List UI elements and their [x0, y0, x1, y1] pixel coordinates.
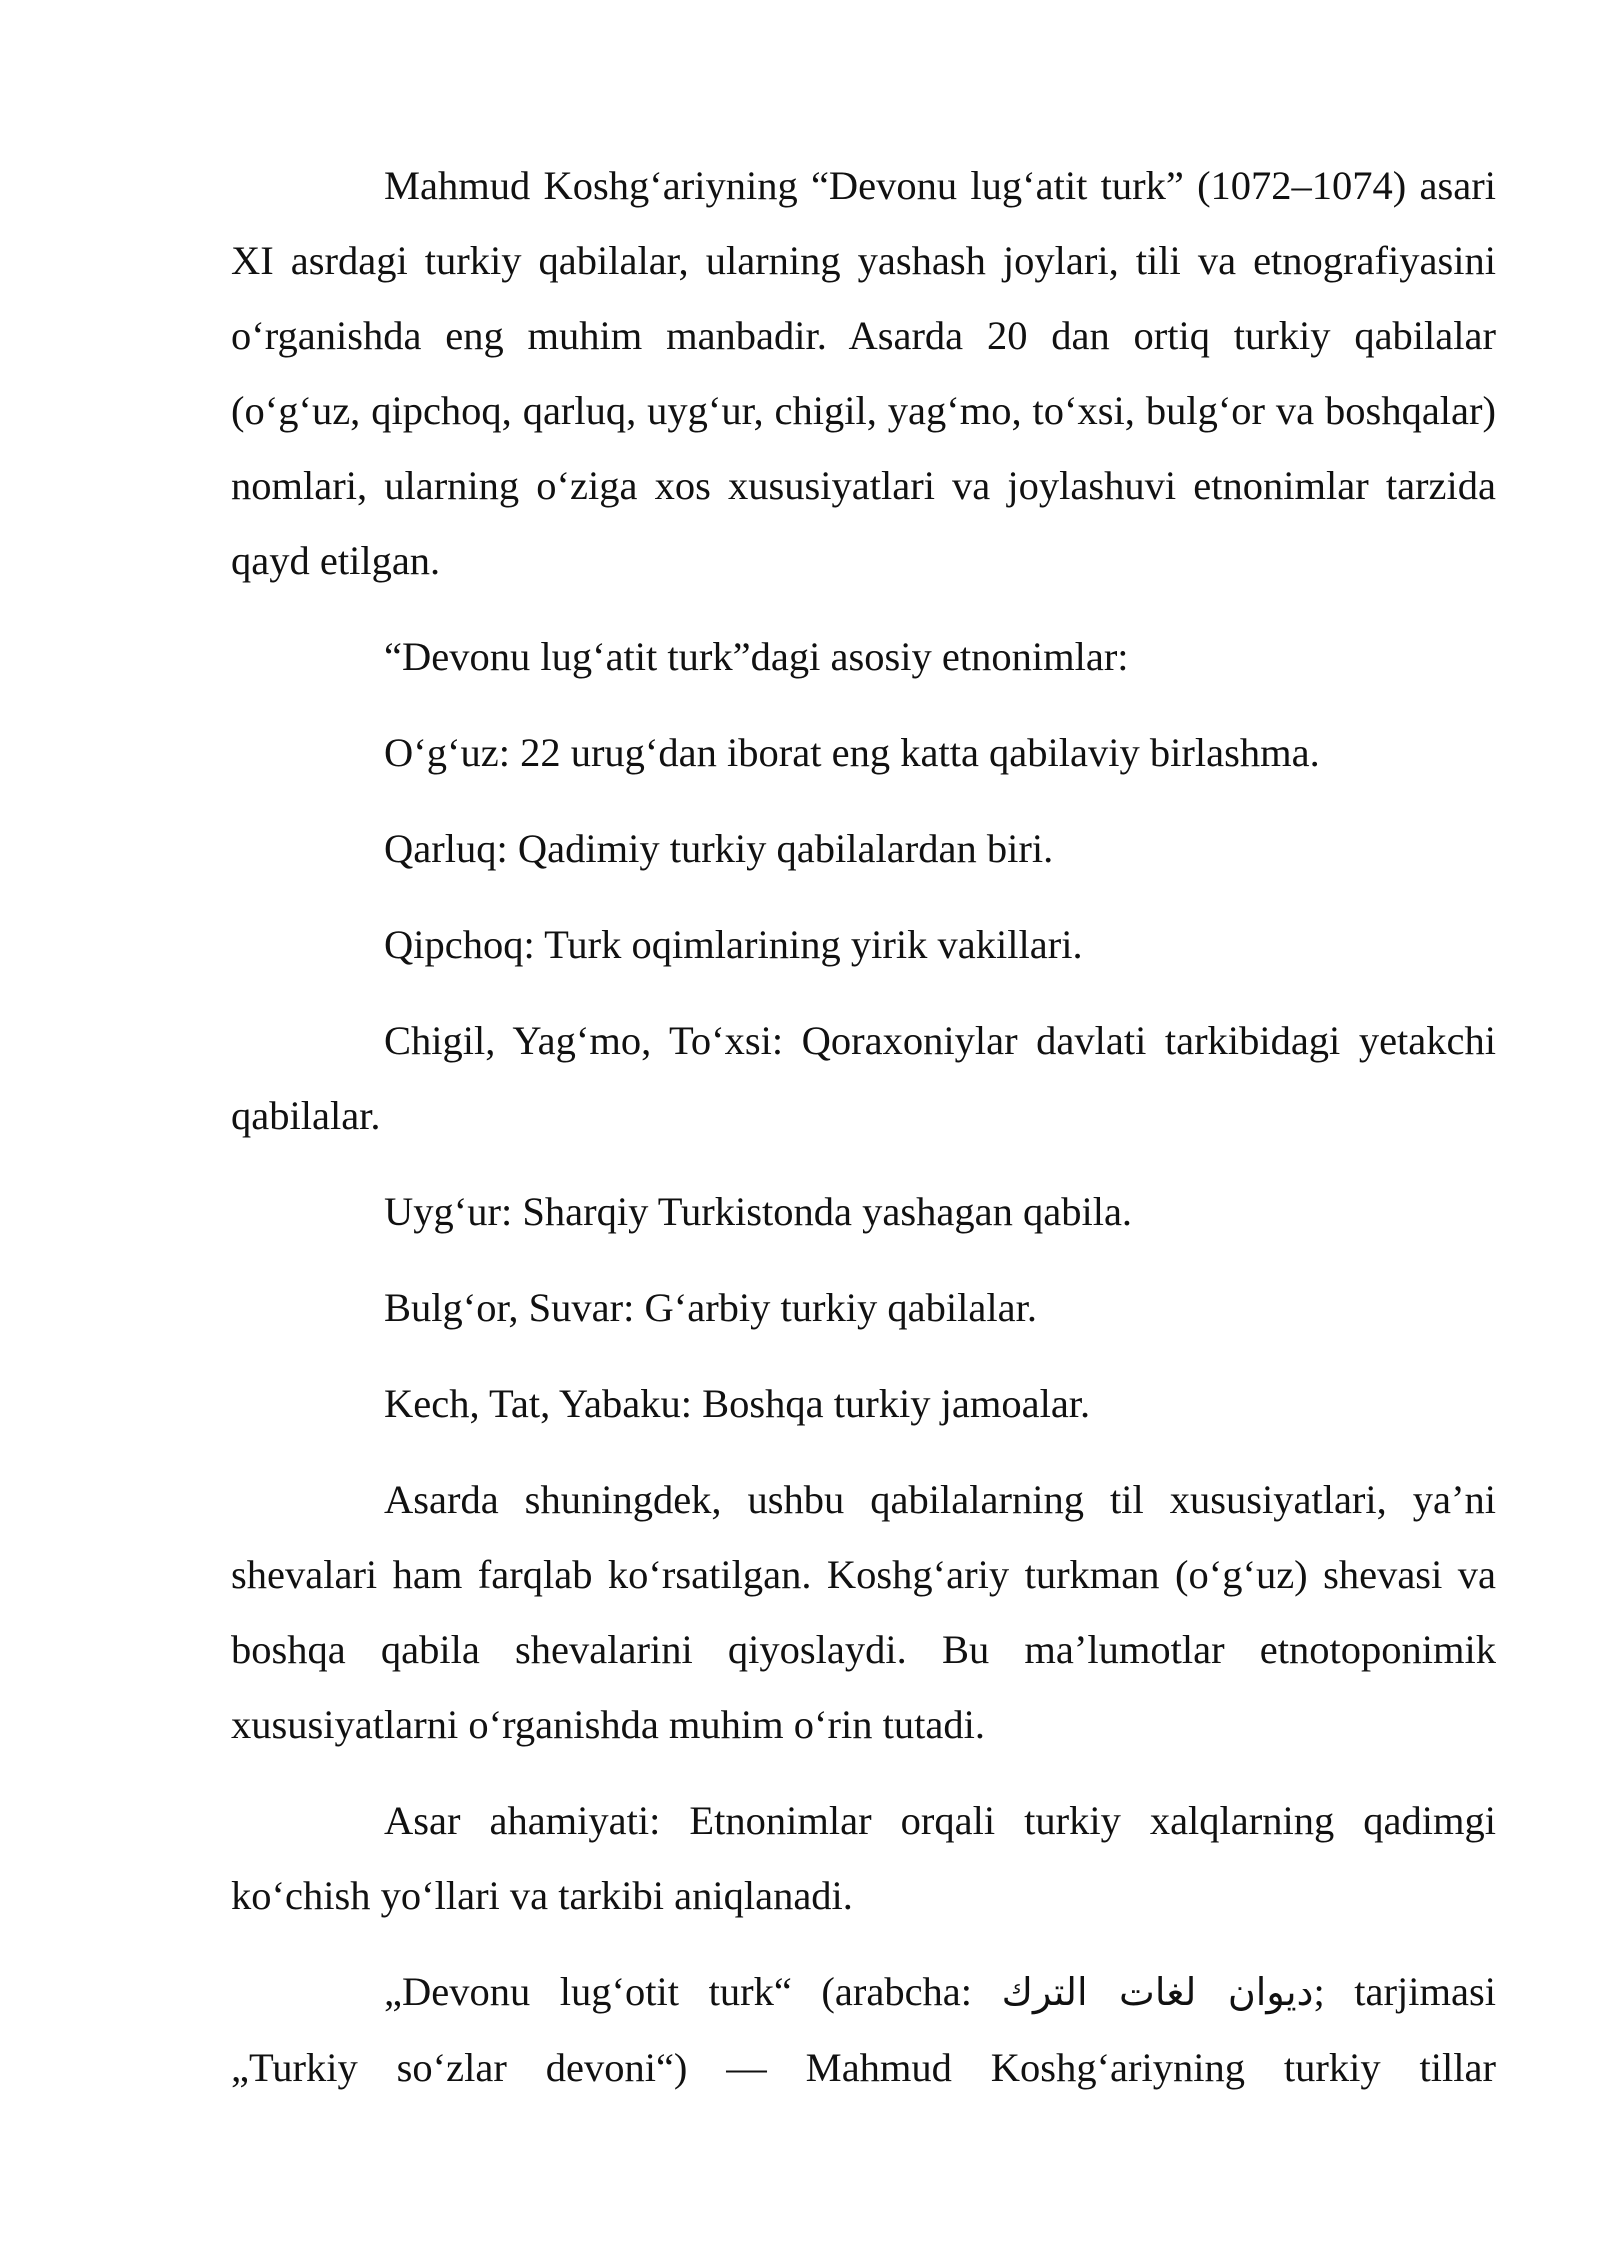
- paragraph-devonu-definition: [231, 1954, 1496, 2105]
- paragraph-oguz: O‘g‘uz: 22 urug‘dan iborat eng katta qabilaviy birlashma.: [384, 730, 1320, 775]
- paragraph-intro: Mahmud Koshg‘ariyning “Devonu lug‘atit turk” (1072–1074) asari XI asrdagi turkiy qabilalar, ularning yashash joylari, tili va etnografiyasini o‘rganishda eng muhim manbadir. Asarda 20 dan ortiq turkiy qabilalar (o‘g‘uz, qipchoq, qarluq, uyg‘ur, chigil, yag‘mo, to‘xsi, bulg‘or va boshqalar) nomlari, ularning o‘ziga xos xususiyatlari va joylashuvi etnonimlar tarzida qayd etilgan.: [231, 163, 1496, 583]
- paragraph-chigil: Chigil, Yag‘mo, To‘xsi: Qoraxoniylar davlati tarkibidagi yetakchi qabilalar.: [231, 1018, 1496, 1138]
- definition-text-start: „Devonu lug‘otit turk“ (arabcha:: [384, 1969, 1002, 2014]
- paragraph-ethnonyms-heading: “Devonu lug‘atit turk”dagi asosiy etnonimlar:: [384, 634, 1129, 679]
- paragraph-qarluq: Qarluq: Qadimiy turkiy qabilalardan biri.: [384, 826, 1054, 871]
- paragraph-significance: Asar ahamiyati: Etnonimlar orqali turkiy xalqlarning qadimgi ko‘chish yo‘llari va tarkibi aniqlanadi.: [231, 1798, 1496, 1918]
- arabic-title: ديوان لغات الترك: [1001, 1970, 1314, 2014]
- paragraph-qipchoq: Qipchoq: Turk oqimlarining yirik vakillari.: [384, 922, 1083, 967]
- document-body: [231, 148, 1496, 2105]
- paragraph-dialects: Asarda shuningdek, ushbu qabilalarning til xususiyatlari, ya’ni shevalari ham farqlab ko‘rsatilgan. Koshg‘ariy turkman (o‘g‘uz) shevasi va boshqa qabila shevalarini qiyoslaydi. Bu ma’lumotlar etnotoponimik xususiyatlarni o‘rganishda muhim o‘rin tutadi.: [231, 1477, 1496, 1747]
- definition-text-end: ; tarjimasi „Turkiy so‘zlar devoni“) — Mahmud Koshg‘ariyning turkiy tillar: [231, 1969, 1496, 2090]
- paragraph-bulgor: Bulg‘or, Suvar: G‘arbiy turkiy qabilalar.: [384, 1285, 1037, 1330]
- paragraph-uygur: Uyg‘ur: Sharqiy Turkistonda yashagan qabila.: [384, 1189, 1133, 1234]
- paragraph-kech: Kech, Tat, Yabaku: Boshqa turkiy jamoalar.: [384, 1381, 1091, 1426]
